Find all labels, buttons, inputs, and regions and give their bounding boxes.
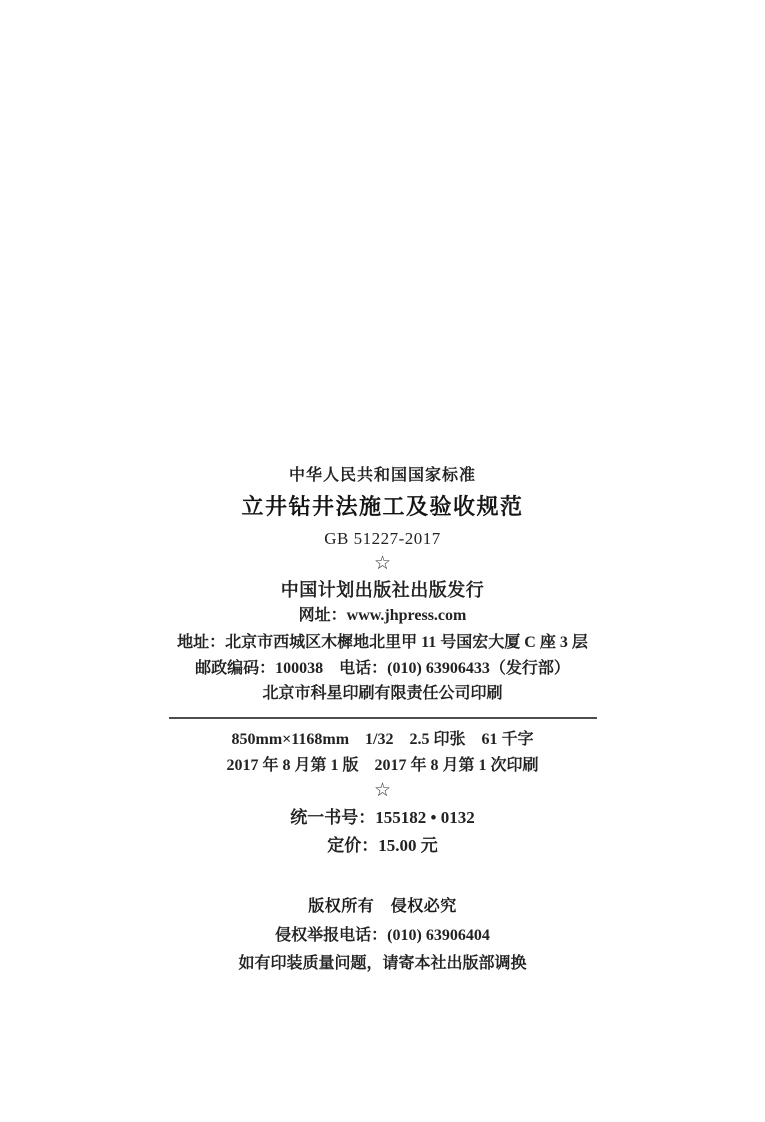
book-number-line: 统一书号：155182 • 0132 — [290, 808, 475, 827]
publisher-line: 中国计划出版社出版发行 — [280, 580, 485, 600]
standard-label: 中华人民共和国国家标准 — [288, 467, 476, 484]
website-line: 网址：www.jhpress.com — [298, 607, 467, 624]
colophon-block — [0, 466, 765, 975]
exchange-note-line: 如有印装质量问题，请寄本社出版部调换 — [238, 955, 527, 972]
address-line: 地址：北京市西城区木樨地北里甲 11 号国宏大厦 C 座 3 层 — [177, 634, 588, 651]
book-title: 立井钻井法施工及验收规范 — [241, 494, 524, 519]
copyright-notice: 版权所有 侵权必究 — [308, 898, 457, 915]
print-format-line: 850mm×1168mm 1/32 2.5 印张 61 千字 — [231, 731, 534, 748]
postcode-phone-line: 邮政编码：100038 电话：(010) 63906433（发行部） — [195, 660, 570, 677]
star-ornament-icon: ☆ — [373, 553, 392, 574]
printer-line: 北京市科星印刷有限责任公司印刷 — [262, 685, 503, 702]
edition-line: 2017 年 8 月第 1 版 2017 年 8 月第 1 次印刷 — [226, 757, 539, 774]
star-ornament-icon: ☆ — [373, 780, 392, 801]
standard-code: GB 51227-2017 — [324, 529, 441, 548]
price-line: 定价：15.00 元 — [327, 836, 438, 855]
horizontal-rule — [169, 717, 597, 719]
report-phone-line: 侵权举报电话：(010) 63906404 — [275, 927, 490, 944]
